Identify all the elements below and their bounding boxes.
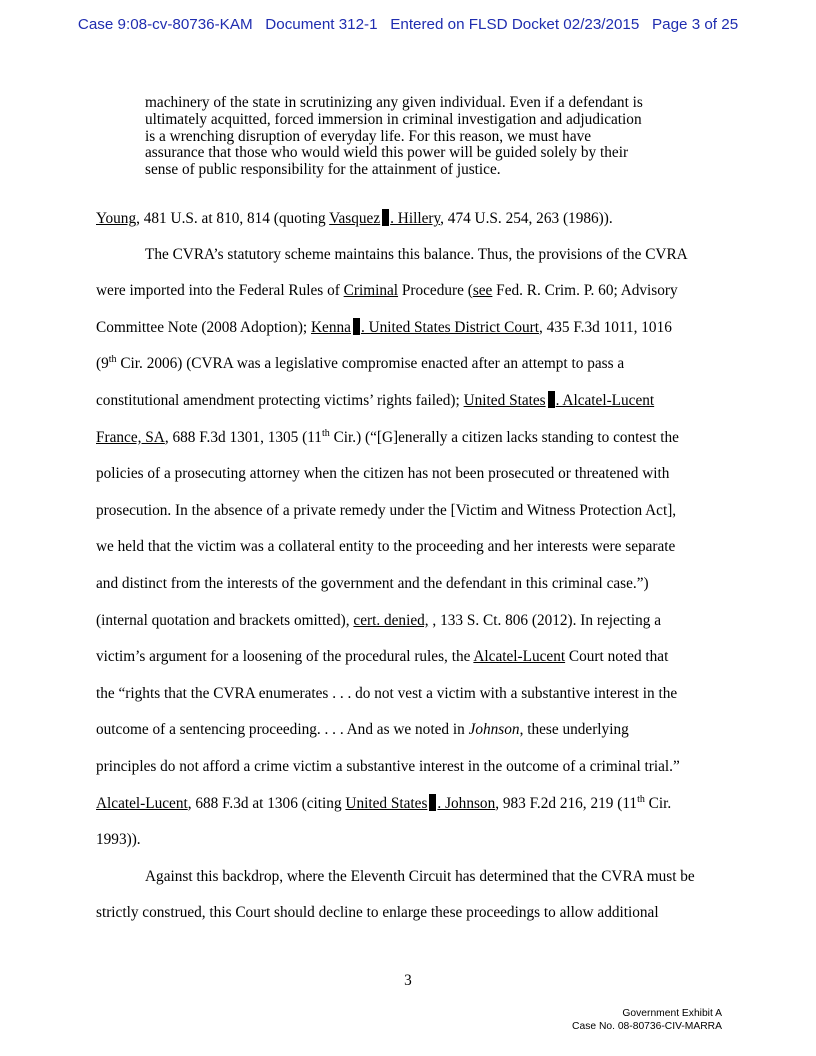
text: , 133 S. Ct. 806 (2012). In rejecting a bbox=[428, 612, 661, 629]
text: were imported into the Federal Rules of bbox=[96, 282, 344, 299]
superscript: th bbox=[108, 354, 117, 365]
text: United States bbox=[345, 795, 428, 812]
text: , 481 U.S. at 810, 814 (quoting bbox=[136, 210, 330, 227]
italic-text: Johnson bbox=[468, 721, 520, 738]
underlined-text: France, SA bbox=[96, 429, 165, 446]
paragraph-line: strictly construed, this Court should decline to enlarge these proceedings to allow additional bbox=[96, 904, 659, 921]
underlined-text: cert. denied, bbox=[353, 612, 429, 629]
paragraph-line: Against this backdrop, where the Eleventh Circuit has determined that the CVRA must be bbox=[145, 868, 695, 885]
text: Fed. R. Crim. P. 60; Advisory bbox=[492, 282, 678, 299]
text: , 435 F.3d 1011, 1016 bbox=[538, 319, 672, 336]
text: Vasquez bbox=[329, 210, 381, 227]
header-case: Case 9:08-cv-80736-KAM bbox=[77, 16, 253, 33]
paragraph-line bbox=[96, 281, 678, 301]
case-name-vasquez bbox=[329, 210, 440, 227]
header-entered: Entered on FLSD Docket 02/23/2015 bbox=[390, 16, 640, 33]
paragraph-line bbox=[96, 647, 668, 667]
header-document: Document 312-1 bbox=[265, 16, 378, 33]
text: outcome of a sentencing proceeding. . . . And as we noted in bbox=[96, 721, 469, 738]
quote-line: sense of public responsibility for the attainment of justice. bbox=[145, 161, 501, 179]
redaction-bar bbox=[548, 391, 555, 408]
text: constitutional amendment protecting victims’ rights failed); bbox=[96, 392, 464, 409]
text: Committee Note (2008 Adoption); bbox=[96, 319, 311, 336]
underlined-text: see bbox=[472, 282, 493, 299]
paragraph-line: we held that the victim was a collateral entity to the proceeding and her interests were separate bbox=[96, 538, 676, 555]
paragraph-line bbox=[96, 428, 679, 448]
paragraph-line bbox=[96, 391, 654, 411]
page-number: 3 bbox=[404, 972, 412, 989]
text: . Alcatel-Lucent bbox=[555, 392, 655, 409]
underlined-text: Alcatel-Lucent bbox=[473, 648, 566, 665]
paragraph-line bbox=[96, 794, 671, 814]
quote-line: machinery of the state in scrutinizing any given individual. Even if a defendant is bbox=[145, 94, 643, 111]
text: Procedure ( bbox=[398, 282, 473, 299]
docket-header bbox=[0, 16, 816, 33]
text: . United States District Court bbox=[360, 319, 539, 336]
case-name-young: Young bbox=[96, 210, 137, 227]
case-name-kenna bbox=[311, 319, 539, 336]
paragraph-line bbox=[96, 354, 624, 374]
superscript: th bbox=[637, 794, 645, 805]
underlined-text: Criminal bbox=[343, 282, 399, 299]
text: Court noted that bbox=[565, 648, 669, 665]
text: , 983 F.2d 216, 219 (11 bbox=[495, 795, 638, 812]
text: victim’s argument for a loosening of the procedural rules, the bbox=[96, 648, 474, 665]
quote-line: assurance that those who would wield this power will be guided solely by their bbox=[145, 144, 629, 162]
paragraph-line: and distinct from the interests of the government and the defendant in this criminal case.”) bbox=[96, 575, 649, 592]
paragraph-line bbox=[96, 720, 629, 740]
text: United States bbox=[463, 392, 546, 409]
exhibit-label: Government Exhibit A bbox=[622, 1008, 722, 1019]
case-name-johnson bbox=[345, 795, 495, 812]
paragraph-line: policies of a prosecuting attorney when the citizen has not been prosecuted or threatened with bbox=[96, 465, 670, 482]
text: , 688 F.3d 1301, 1305 (11 bbox=[164, 429, 322, 446]
paragraph-line: prosecution. In the absence of a private remedy under the [Victim and Witness Protection Act], bbox=[96, 502, 677, 519]
quote-line: is a wrenching disruption of everyday life. For this reason, we must have bbox=[145, 127, 592, 145]
text: Cir. bbox=[644, 795, 672, 812]
exhibit-stamp bbox=[572, 1008, 722, 1033]
paragraph-line: principles do not afford a crime victim a substantive interest in the outcome of a criminal trial.” bbox=[96, 758, 680, 775]
text: (internal quotation and brackets omitted), bbox=[96, 612, 354, 629]
quote-line: ultimately acquitted, forced immersion in criminal investigation and adjudication bbox=[145, 110, 642, 128]
superscript: th bbox=[321, 428, 330, 439]
text: , 474 U.S. 254, 263 (1986)). bbox=[440, 210, 613, 227]
paragraph-line: 1993)). bbox=[96, 831, 141, 848]
header-page: Page 3 of 25 bbox=[652, 16, 739, 33]
paragraph-line: The CVRA’s statutory scheme maintains this balance. Thus, the provisions of the CVRA bbox=[145, 246, 688, 263]
redaction-bar bbox=[429, 794, 436, 811]
text: , these underlying bbox=[519, 721, 629, 738]
underlined-text: Alcatel-Lucent bbox=[96, 795, 188, 812]
text: . Hillery bbox=[390, 210, 441, 227]
redaction-bar bbox=[353, 318, 360, 335]
paragraph-line bbox=[96, 611, 661, 631]
block-quote bbox=[145, 95, 675, 179]
text: . Johnson bbox=[437, 795, 496, 812]
text: (9 bbox=[96, 355, 109, 372]
text: Cir. 2006) (CVRA was a legislative compromise enacted after an attempt to pass a bbox=[116, 355, 625, 372]
exhibit-case-number: Case No. 08-80736-CIV-MARRA bbox=[572, 1020, 722, 1032]
paragraph-line bbox=[96, 318, 672, 338]
case-name-alcatel bbox=[464, 392, 655, 409]
paragraph-line: the “rights that the CVRA enumerates . . . do not vest a victim with a substantive interest in the bbox=[96, 685, 678, 702]
citation-line bbox=[96, 209, 613, 229]
text: Kenna bbox=[311, 319, 351, 336]
text: Cir.) (“[G]enerally a citizen lacks standing to contest the bbox=[329, 429, 679, 446]
text: , 688 F.3d at 1306 (citing bbox=[187, 795, 346, 812]
redaction-bar bbox=[382, 209, 389, 226]
